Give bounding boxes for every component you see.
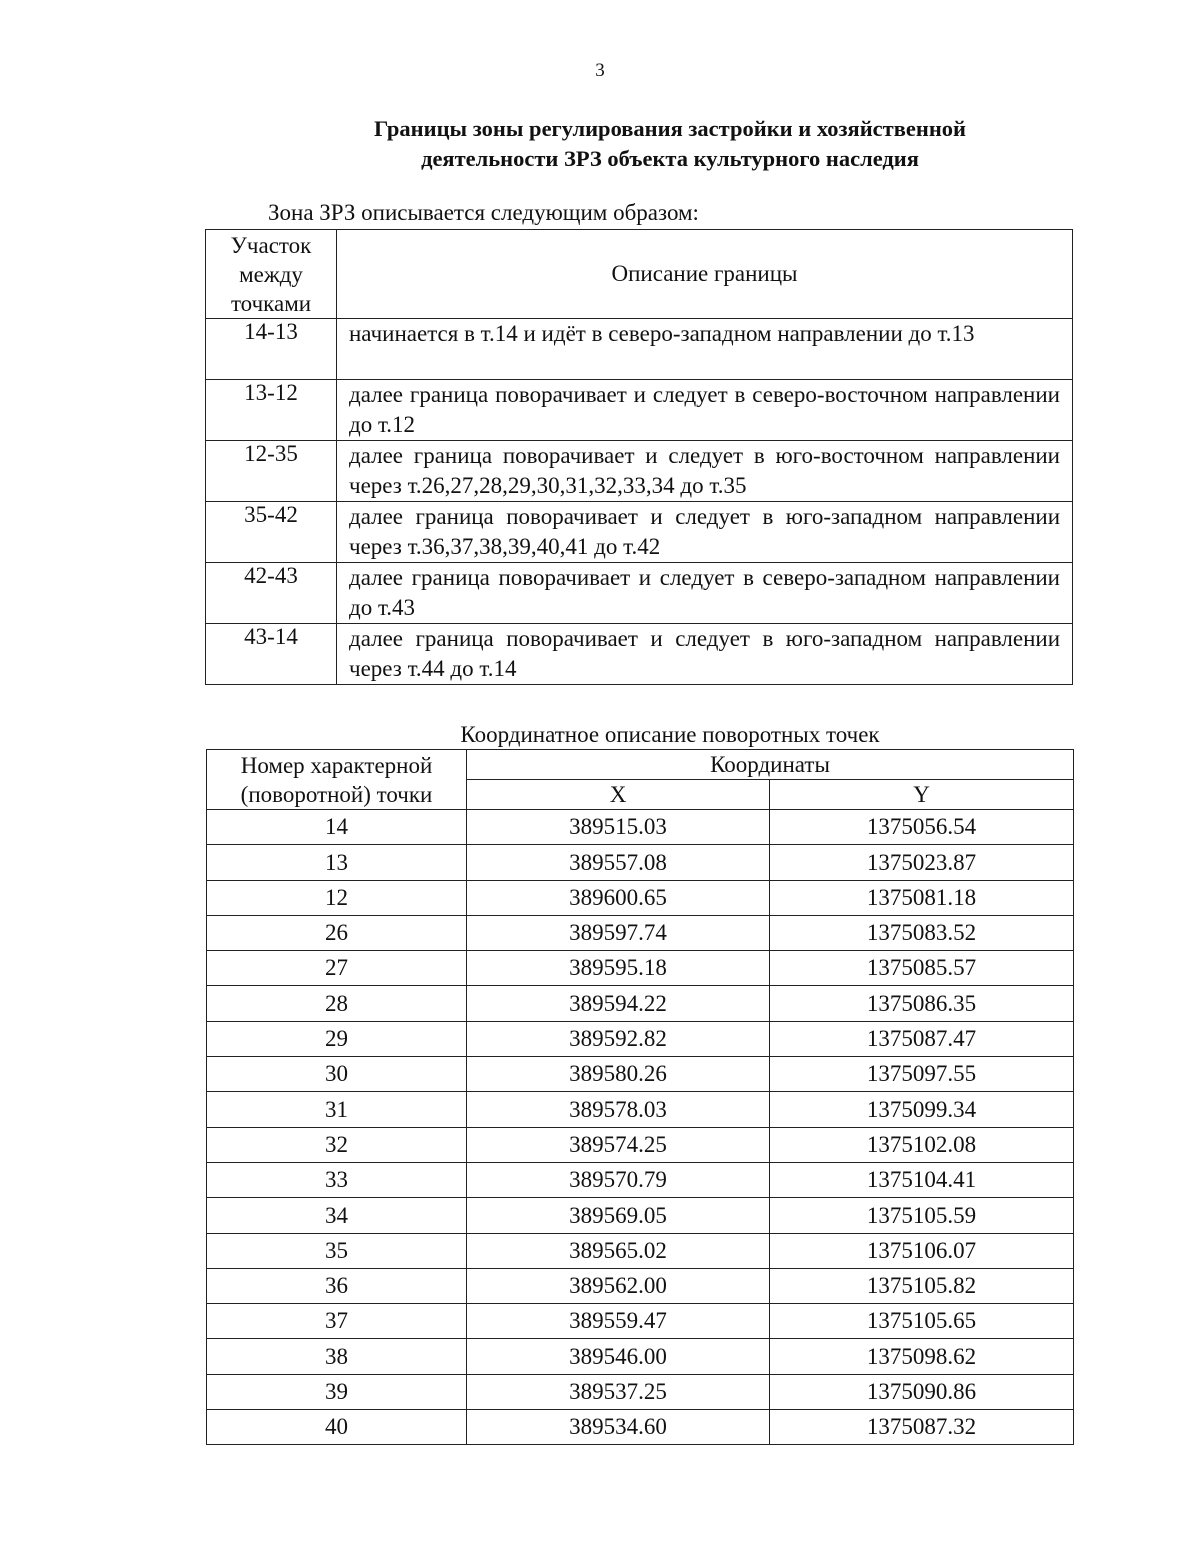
header-segment-line: Участок xyxy=(230,233,312,258)
coordinate-row xyxy=(207,1092,1074,1127)
segment-cell: 42-43 xyxy=(206,563,337,624)
coordinate-row xyxy=(207,1198,1074,1233)
boundary-row xyxy=(206,624,1073,685)
x-cell: 389570.79 xyxy=(467,1162,770,1197)
page-number: 3 xyxy=(595,60,605,81)
y-cell: 1375085.57 xyxy=(770,951,1074,986)
point-cell: 26 xyxy=(207,915,467,950)
description-cell: далее граница поворачивает и следует в юго-восточном направлении через т.26,27,28,29,30,31,32,33,34 до т.35 xyxy=(337,441,1073,502)
coordinate-row xyxy=(207,880,1074,915)
header-point-line: Номер характерной xyxy=(240,752,433,778)
coordinate-row xyxy=(207,1374,1074,1409)
coordinate-row xyxy=(207,1057,1074,1092)
header-description: Описание границы xyxy=(337,230,1073,319)
point-cell: 31 xyxy=(207,1092,467,1127)
coordinate-row xyxy=(207,1268,1074,1303)
x-cell: 389580.26 xyxy=(467,1057,770,1092)
coordinates-caption: Координатное описание поворотных точек xyxy=(460,722,880,747)
header-segment xyxy=(206,230,337,319)
y-cell: 1375086.35 xyxy=(770,986,1074,1021)
point-cell: 37 xyxy=(207,1304,467,1339)
x-cell: 389595.18 xyxy=(467,951,770,986)
segment-cell: 12-35 xyxy=(206,441,337,502)
header-coordinates: Координаты xyxy=(467,750,1074,780)
coordinates-header-row xyxy=(207,750,1074,780)
y-cell: 1375098.62 xyxy=(770,1339,1074,1374)
header-y: Y xyxy=(770,780,1074,810)
boundary-row xyxy=(206,502,1073,563)
point-cell: 36 xyxy=(207,1268,467,1303)
x-cell: 389557.08 xyxy=(467,845,770,880)
point-cell: 14 xyxy=(207,810,467,845)
coordinate-row xyxy=(207,951,1074,986)
x-cell: 389537.25 xyxy=(467,1374,770,1409)
y-cell: 1375087.32 xyxy=(770,1410,1074,1445)
coordinate-row xyxy=(207,1127,1074,1162)
coordinate-row xyxy=(207,1339,1074,1374)
point-cell: 29 xyxy=(207,1021,467,1056)
coordinate-row xyxy=(207,1410,1074,1445)
segment-cell: 35-42 xyxy=(206,502,337,563)
segment-cell: 13-12 xyxy=(206,380,337,441)
point-cell: 33 xyxy=(207,1162,467,1197)
point-cell: 34 xyxy=(207,1198,467,1233)
title-line-2: деятельности ЗРЗ объекта культурного наследия xyxy=(421,146,919,171)
boundary-row xyxy=(206,441,1073,502)
description-cell: далее граница поворачивает и следует в юго-западном направлении через т.44 до т.14 xyxy=(337,624,1073,685)
segment-cell: 43-14 xyxy=(206,624,337,685)
x-cell: 389569.05 xyxy=(467,1198,770,1233)
point-cell: 28 xyxy=(207,986,467,1021)
coordinates-table xyxy=(206,749,1074,1445)
point-cell: 40 xyxy=(207,1410,467,1445)
boundary-table-header xyxy=(206,230,1073,319)
description-cell: далее граница поворачивает и следует в юго-западном направлении через т.36,37,38,39,40,41 до т.42 xyxy=(337,502,1073,563)
y-cell: 1375105.82 xyxy=(770,1268,1074,1303)
point-cell: 38 xyxy=(207,1339,467,1374)
y-cell: 1375087.47 xyxy=(770,1021,1074,1056)
document-title xyxy=(270,114,1070,174)
boundary-row xyxy=(206,319,1073,380)
point-cell: 13 xyxy=(207,845,467,880)
point-cell: 12 xyxy=(207,880,467,915)
y-cell: 1375102.08 xyxy=(770,1127,1074,1162)
y-cell: 1375106.07 xyxy=(770,1233,1074,1268)
header-point-line: (поворотной) точки xyxy=(240,781,433,807)
coordinate-row xyxy=(207,1162,1074,1197)
boundary-row xyxy=(206,380,1073,441)
x-cell: 389546.00 xyxy=(467,1339,770,1374)
point-cell: 35 xyxy=(207,1233,467,1268)
y-cell: 1375083.52 xyxy=(770,915,1074,950)
x-cell: 389534.60 xyxy=(467,1410,770,1445)
x-cell: 389515.03 xyxy=(467,810,770,845)
coordinate-row xyxy=(207,845,1074,880)
x-cell: 389578.03 xyxy=(467,1092,770,1127)
header-x: X xyxy=(467,780,770,810)
boundary-row xyxy=(206,563,1073,624)
header-segment-line: между xyxy=(239,262,303,287)
header-segment-line: точками xyxy=(230,291,312,316)
coordinate-row xyxy=(207,915,1074,950)
y-cell: 1375056.54 xyxy=(770,810,1074,845)
y-cell: 1375023.87 xyxy=(770,845,1074,880)
x-cell: 389597.74 xyxy=(467,915,770,950)
x-cell: 389574.25 xyxy=(467,1127,770,1162)
y-cell: 1375097.55 xyxy=(770,1057,1074,1092)
x-cell: 389562.00 xyxy=(467,1268,770,1303)
x-cell: 389592.82 xyxy=(467,1021,770,1056)
header-point-number xyxy=(207,750,467,810)
segment-cell: 14-13 xyxy=(206,319,337,380)
coordinate-row xyxy=(207,986,1074,1021)
x-cell: 389565.02 xyxy=(467,1233,770,1268)
coordinate-row xyxy=(207,1021,1074,1056)
coordinate-row xyxy=(207,1304,1074,1339)
boundary-description-table xyxy=(205,229,1073,685)
point-cell: 27 xyxy=(207,951,467,986)
y-cell: 1375105.59 xyxy=(770,1198,1074,1233)
y-cell: 1375105.65 xyxy=(770,1304,1074,1339)
zone-intro-text: Зона ЗРЗ описывается следующим образом: xyxy=(268,200,699,225)
title-line-1: Границы зоны регулирования застройки и хозяйственной xyxy=(374,116,966,141)
description-cell: далее граница поворачивает и следует в северо-западном направлении до т.43 xyxy=(337,563,1073,624)
point-cell: 39 xyxy=(207,1374,467,1409)
y-cell: 1375104.41 xyxy=(770,1162,1074,1197)
description-cell: далее граница поворачивает и следует в северо-восточном направлении до т.12 xyxy=(337,380,1073,441)
x-cell: 389594.22 xyxy=(467,986,770,1021)
x-cell: 389559.47 xyxy=(467,1304,770,1339)
x-cell: 389600.65 xyxy=(467,880,770,915)
coordinate-row xyxy=(207,1233,1074,1268)
point-cell: 32 xyxy=(207,1127,467,1162)
coordinate-row xyxy=(207,810,1074,845)
y-cell: 1375099.34 xyxy=(770,1092,1074,1127)
y-cell: 1375090.86 xyxy=(770,1374,1074,1409)
description-cell: начинается в т.14 и идёт в северо-западном направлении до т.13 xyxy=(337,319,1073,380)
point-cell: 30 xyxy=(207,1057,467,1092)
y-cell: 1375081.18 xyxy=(770,880,1074,915)
